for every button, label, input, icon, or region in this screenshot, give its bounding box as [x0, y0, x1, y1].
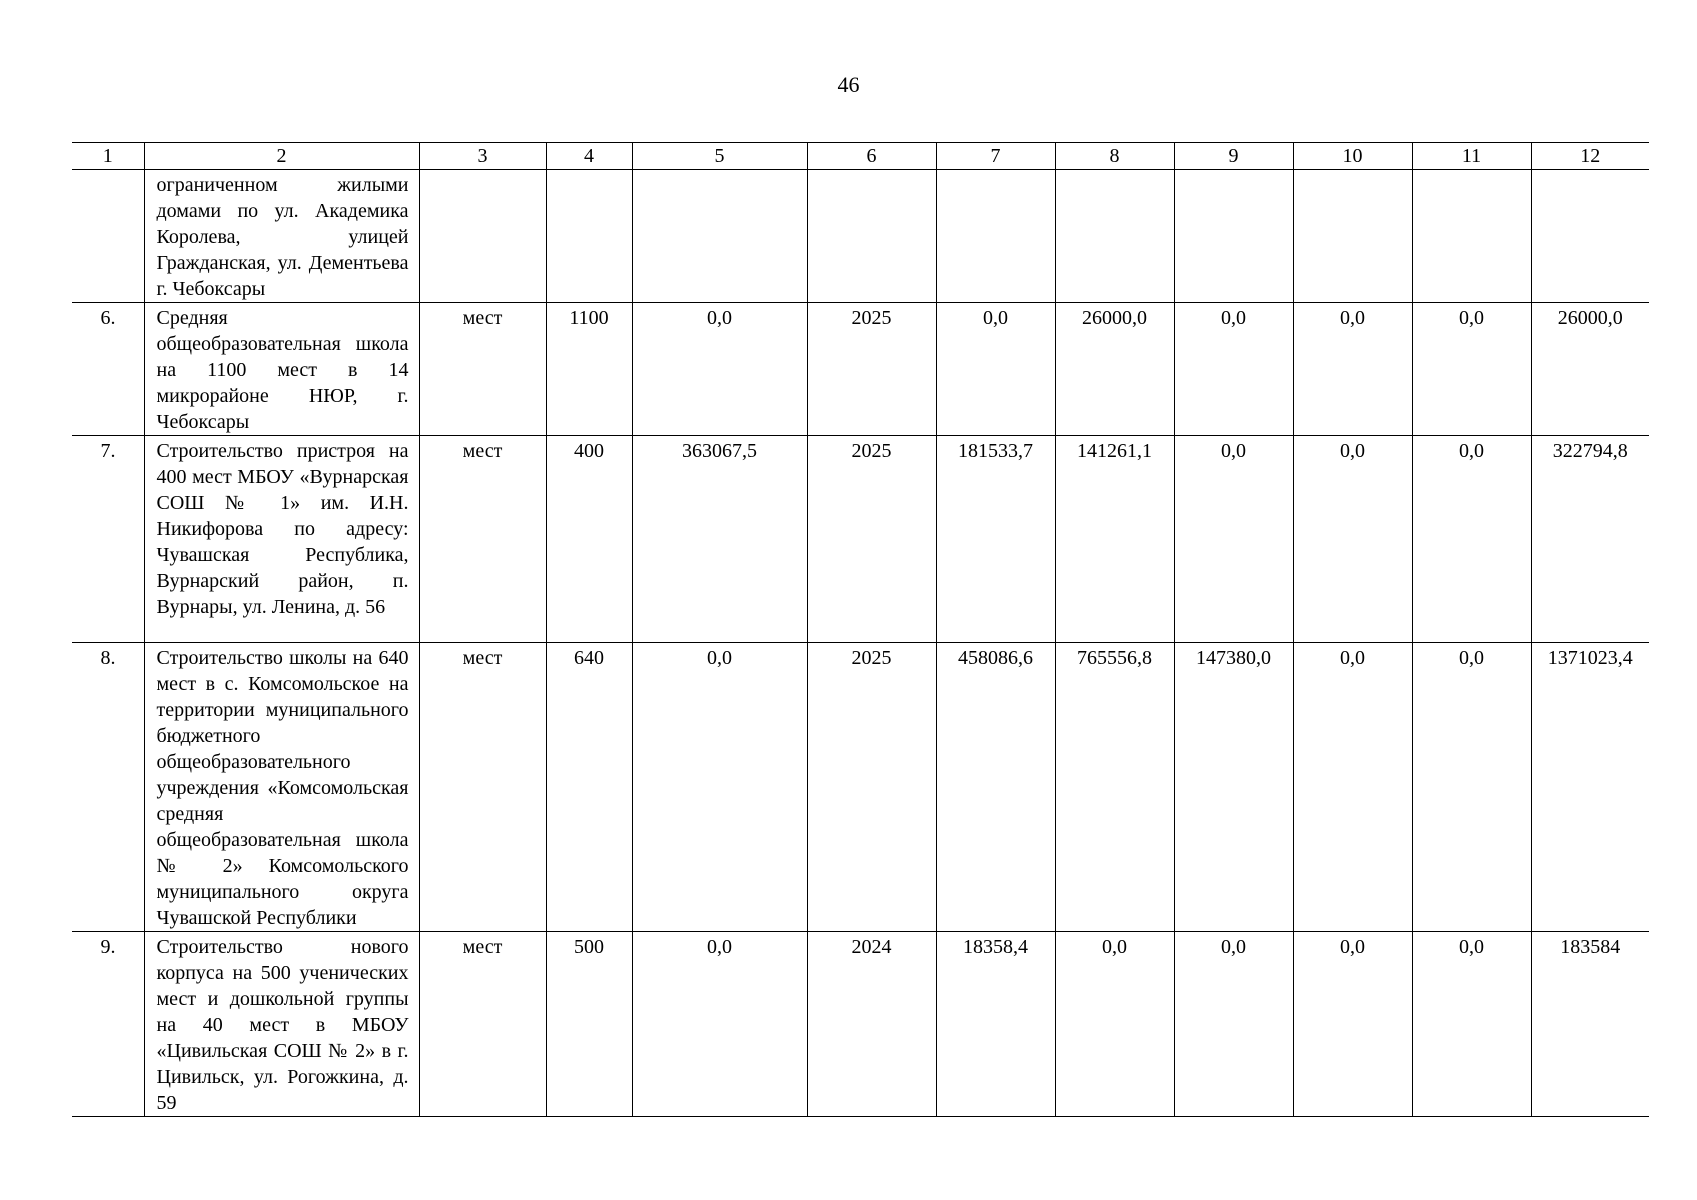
value-cell: 0,0 [1174, 303, 1293, 436]
capacity-cell: 500 [546, 932, 632, 1117]
column-header: 8 [1055, 143, 1174, 170]
value-cell: 0,0 [1412, 303, 1531, 436]
column-header: 10 [1293, 143, 1412, 170]
year-cell [807, 170, 936, 303]
table-row [72, 170, 1649, 303]
row-number-cell: 9. [72, 932, 144, 1117]
page-number: 46 [837, 72, 860, 97]
value-cell: 0,0 [1412, 643, 1531, 932]
value-cell: 363067,5 [632, 436, 807, 643]
value-cell: 0,0 [1174, 932, 1293, 1117]
value-cell: 0,0 [1293, 643, 1412, 932]
year-cell: 2025 [807, 303, 936, 436]
unit-cell: мест [419, 303, 546, 436]
value-cell: 0,0 [1055, 932, 1174, 1117]
column-header: 9 [1174, 143, 1293, 170]
capacity-cell: 400 [546, 436, 632, 643]
column-header: 6 [807, 143, 936, 170]
object-name-cell: Строительство школы на 640 мест в с. Комсомольское на территории муниципального бюджетного общеобразовательного учреждения «Комсомольская средняя общеобразовательная школа № 2» Комсомольского муниципального округа Чувашской Республики [144, 643, 419, 932]
value-cell: 0,0 [1412, 932, 1531, 1117]
capacity-cell [546, 170, 632, 303]
unit-cell [419, 170, 546, 303]
object-name-cell: ограниченном жилыми домами по ул. Академика Королева, улицей Гражданская, ул. Дементьева г. Чебоксары [144, 170, 419, 303]
value-cell: 0,0 [936, 303, 1055, 436]
value-cell: 147380,0 [1174, 643, 1293, 932]
table-row [72, 436, 1649, 643]
value-cell: 181533,7 [936, 436, 1055, 643]
capacity-cell: 640 [546, 643, 632, 932]
year-cell: 2024 [807, 932, 936, 1117]
column-header: 11 [1412, 143, 1531, 170]
value-cell [632, 170, 807, 303]
table-row [72, 643, 1649, 932]
value-cell [1412, 170, 1531, 303]
unit-cell: мест [419, 436, 546, 643]
object-name-cell: Строительство нового корпуса на 500 ученических мест и дошкольной группы на 40 мест в МБОУ «Цивильская СОШ № 2» в г. Цивильск, ул. Рогожкина, д. 59 [144, 932, 419, 1117]
value-cell: 0,0 [1174, 436, 1293, 643]
column-header: 7 [936, 143, 1055, 170]
object-name-cell: Средняя общеобразовательная школа на 1100 мест в 14 микрорайоне НЮР, г. Чебоксары [144, 303, 419, 436]
value-cell: 0,0 [1293, 932, 1412, 1117]
column-header: 4 [546, 143, 632, 170]
total-cell [1531, 170, 1649, 303]
column-header: 2 [144, 143, 419, 170]
total-cell: 1371023,4 [1531, 643, 1649, 932]
value-cell: 141261,1 [1055, 436, 1174, 643]
row-number-cell [72, 170, 144, 303]
table-row [72, 932, 1649, 1117]
total-cell: 322794,8 [1531, 436, 1649, 643]
value-cell: 0,0 [632, 932, 807, 1117]
value-cell [1174, 170, 1293, 303]
value-cell: 0,0 [1412, 436, 1531, 643]
value-cell: 765556,8 [1055, 643, 1174, 932]
data-table [72, 142, 1649, 1117]
value-cell: 0,0 [1293, 303, 1412, 436]
column-header: 1 [72, 143, 144, 170]
value-cell [1055, 170, 1174, 303]
column-header: 5 [632, 143, 807, 170]
value-cell [1293, 170, 1412, 303]
row-number-cell: 7. [72, 436, 144, 643]
column-header: 3 [419, 143, 546, 170]
value-cell: 0,0 [1293, 436, 1412, 643]
object-name-cell: Строительство пристроя на 400 мест МБОУ «Вурнарская СОШ № 1» им. И.Н. Никифорова по адресу: Чувашская Республика, Вурнарский район, п. Вурнары, ул. Ленина, д. 56 [144, 436, 419, 643]
year-cell: 2025 [807, 643, 936, 932]
row-number-cell: 8. [72, 643, 144, 932]
unit-cell: мест [419, 643, 546, 932]
row-number-cell: 6. [72, 303, 144, 436]
header-row [72, 143, 1649, 170]
table-row [72, 303, 1649, 436]
table-header [72, 143, 1649, 170]
total-cell: 183584 [1531, 932, 1649, 1117]
table-body [72, 170, 1649, 1117]
total-cell: 26000,0 [1531, 303, 1649, 436]
value-cell: 0,0 [632, 643, 807, 932]
column-header: 12 [1531, 143, 1649, 170]
value-cell: 0,0 [632, 303, 807, 436]
value-cell: 18358,4 [936, 932, 1055, 1117]
unit-cell: мест [419, 932, 546, 1117]
year-cell: 2025 [807, 436, 936, 643]
capacity-cell: 1100 [546, 303, 632, 436]
value-cell: 26000,0 [1055, 303, 1174, 436]
value-cell [936, 170, 1055, 303]
value-cell: 458086,6 [936, 643, 1055, 932]
